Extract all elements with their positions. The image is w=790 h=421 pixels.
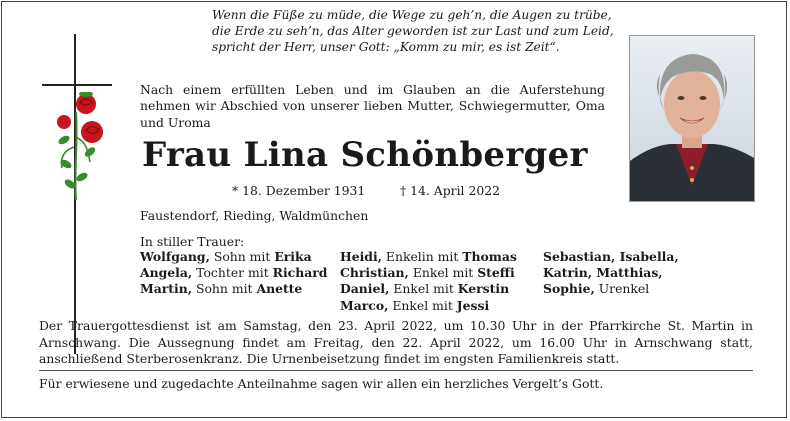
mourners-title: In stiller Trauer: <box>140 234 245 249</box>
poem-line: Wenn die Füße zu müde, die Wege zu geh’n, die Augen zu trübe, <box>212 8 612 22</box>
places: Faustendorf, Rieding, Waldmünchen <box>140 208 369 223</box>
mourner-entry: Katrin, Matthias, <box>543 265 663 281</box>
poem-line: die Erde zu seh’n, das Alter geworden ist zur Last und zum Leid, <box>212 24 614 38</box>
divider <box>39 370 753 371</box>
mourners-column-3 <box>543 249 679 298</box>
mourner-entry: Sebastian, Isabella, <box>543 249 679 264</box>
portrait-photo <box>629 35 755 202</box>
roses-icon <box>46 92 116 202</box>
birth-date: * 18. Dezember 1931 <box>232 183 366 198</box>
obituary-notice <box>1 1 787 418</box>
mourner-entry: Angela, Tochter mit Richard <box>140 265 328 281</box>
intro-text: Nach einem erfüllten Leben und im Glauben an die Auferstehung nehmen wir Abschied von unserer lieben Mutter, Schwiegermutter, Oma und Uroma <box>140 82 605 130</box>
mourners-column-2 <box>340 249 517 314</box>
death-date: † 14. April 2022 <box>400 183 500 198</box>
service-info: Der Trauergottesdienst ist am Samstag, den 23. April 2022, um 10.30 Uhr in der Pfarrkirche St. Martin in Arnschwang. Die Aussegnung findet am Freitag, den 22. April 2022, um 16.00 Uhr in Arnschwang statt, anschließend Sterberosenkranz. Die Urnenbeisetzung findet im engsten Familienkreis statt. <box>39 318 753 367</box>
mourners-column-1 <box>140 249 327 298</box>
poem-line: spricht der Herr, unser Gott: „Komm zu mir, es ist Zeit“. <box>212 40 560 54</box>
mourner-entry: Heidi, Enkelin mit Thomas <box>340 249 517 264</box>
deceased-name: Frau Lina Schönberger <box>142 135 588 175</box>
mourner-entry: Christian, Enkel mit Steffi <box>340 265 515 281</box>
thanks-text: Für erwiesene und zugedachte Anteilnahme sagen wir allen ein herzliches Vergelt’s Gott. <box>39 376 604 391</box>
mourner-entry: Marco, Enkel mit Jessi <box>340 297 490 313</box>
cross-bar <box>42 84 112 86</box>
mourner-entry: Sophie, Urenkel <box>543 281 650 297</box>
mourner-entry: Martin, Sohn mit Anette <box>140 281 303 297</box>
mourner-entry: Daniel, Enkel mit Kerstin <box>340 281 510 297</box>
mourner-entry: Wolfgang, Sohn mit Erika <box>140 249 312 264</box>
poem <box>212 7 632 55</box>
